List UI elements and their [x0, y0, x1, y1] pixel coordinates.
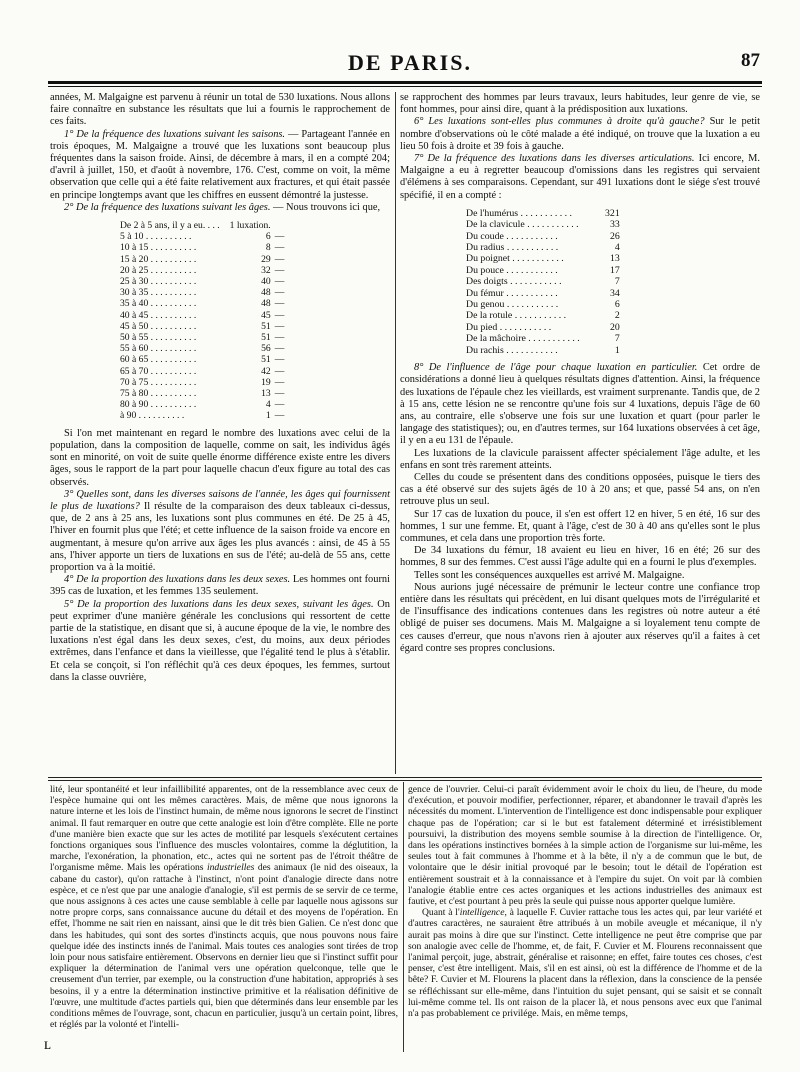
- section-text: Il résulte de la comparaison des deux tableaux ci-dessus, que, de 2 ans à 25 ans, les luxations sont plus communes en été. De 25 à 45, l'hiver en fournit plus que l'été; et cette influence de la saison froide va encore en augmentant, à mesure qu'on arrive aux âges les plus avancés : ainsi, de 45 à 55 ans, l'hiver apporte un tiers de luxations en sus de l'été; au-delà de 55 ans, cette proportion va à la moitié.: [50, 500, 390, 573]
- joint-label: Du pied . . . . . . . . . . .: [466, 321, 552, 333]
- joint-label: De la clavicule . . . . . . . . . . .: [466, 219, 579, 231]
- section-text: — Partageant l'année en trois époques, M. Malgaigne a trouvé que les luxations sont beaucoup plus fréquentes dans la saison froide. Ainsi, de décembre à mars, il en a compté 204; d'avril à juillet, 150, et d'août à novembre, 176. C'est, comme on voit, la même observation que celle qui a été faite relativement aux fractures, et qui était passée en principe longtemps avant que les chiffres en eussent démontré la justesse.: [50, 128, 390, 201]
- joint-count: 4: [614, 242, 620, 254]
- page-header: [60, 50, 760, 80]
- feuilleton-right: [408, 784, 762, 1019]
- joint-row: [466, 276, 620, 287]
- age-range: 80 à 90 . . . . . . . . . .: [120, 399, 197, 411]
- section-separator: [48, 777, 762, 778]
- age-range: 35 à 40 . . . . . . . . . .: [120, 298, 197, 310]
- ditto-mark: —: [274, 376, 285, 388]
- age-row: [120, 242, 288, 253]
- text-run: lité, leur spontanéité et leur infaillibilité apparentes, ont de la ressemblance avec ceux de l'espèce humaine qui ont les mêmes caractères. Mais, de même que nous ignorons la nature interne et les lois de l'instinct humain, de même nous ignorons le secret de l'instinct animal. Il faut remarquer en outre que cette analogie est loin d'être complète. Elle ne porte d'une manière bien exacte que sur les actes de motilité par lesquels s'exécutent certaines fonctions organiques sous l'influence des muscles volontaires, comme la déglutition, la marche, l'exonération, la phonation, etc., actes qui ne sortent pas de l'étroit théâtre de l'organisme même. Mais les opérations: [50, 784, 398, 874]
- age-row: [120, 254, 288, 265]
- text-run: des animaux (le nid des oiseaux, la cabane du castor), qu'on rattache à l'instinct, n'ont point d'analogie directe dans notre espèce, et ce n'est que par une analogie d'analogie, s'il est permis de se servir de ce terme, que nous assignons à ces actes une cause semblable à celle par laquelle nous agissons sur notre propre corps, sans connaissance aucune du détail et des moyens de l'opération. En effet, l'homme ne sait rien en naissant, ainsi que le dit très bien Galien. Ce n'est donc que dans les habitudes, qui sont des sortes d'instincts acquis, que nous pouvons nous faire quelque idée des instincts innés de l'animal. Mais toutes ces analogies sont tirées de trop loin pour nous satisfaire entièrement. Observons en dernier lieu que si l'instinct suffit pour expliquer la détermination de l'animal vers une opération quelconque, telle que le creusement d'un terrier, par exemple, ou la construction d'une habitation, appropriés à ses besoins, il y a entre la détermination instinctive primitive et la réalisation définitive de l'œuvre, une multitude d'actes partiels qui, bien que déterminés dans leur ensemble par les conditions mêmes de l'ouvrage, sont, chacun en particulier, jusqu'à un certain point, libres, et réglés par la volonté et l'intelli-: [50, 862, 398, 1031]
- ditto-mark: —: [274, 320, 285, 332]
- age-range: à 90 . . . . . . . . . .: [120, 410, 185, 422]
- joint-count: 17: [609, 264, 620, 276]
- age-count: 45: [261, 309, 271, 321]
- age-count: 51: [261, 320, 271, 332]
- joint-row: [466, 208, 620, 219]
- age-row: [120, 265, 288, 276]
- age-row: [120, 332, 288, 343]
- paragraph: Sur 17 cas de luxation du pouce, il s'en est offert 12 en hiver, 5 en été, 16 sur des hommes, 1 sur une femme. Et, quant à l'âge, c'est de 30 à 40 ans qu'elles sont le plus communes, et cela dans une proportion très forte.: [400, 508, 760, 544]
- age-count: 42: [261, 365, 271, 377]
- age-range: 15 à 20 . . . . . . . . . .: [120, 253, 197, 265]
- age-range: 10 à 15 . . . . . . . . . .: [120, 242, 197, 254]
- paragraph: gence de l'ouvrier. Celui-ci paraît évidemment avoir le choix du lieu, de l'heure, du mode d'exécution, et pouvoir modifier, perfectionner, réparer, et abandonner le travail d'après les nécessités du moment. L'intervention de l'intelligence est donc indispensable pour expliquer chaque pas de l'opération; car si le but est fatalement déterminé et irrésistiblement poursuivi, la distribution des moyens semble soumise à la direction de l'intelligence. Or, dans les opérations instinctives bornées à la simple action de l'organisme sur lui-même, les seules tout à fait communes à l'homme et à la bête, il n'y a de commun que le but, de volontaire que le désir initial provoqué par le besoin; tout le détail de l'opération est entièrement soustrait et à la connaissance et à l'empire du sujet. On voit par là combien l'analogie établie entre ces actes organiques et les actions industrielles des animaux est fautive, et c'est pourtant à peu près la seule qui puisse nous apporter quelque lumière.: [408, 784, 762, 908]
- section-heading: 3° Quelles sont, dans les diverses saisons de l'année, les âges qui fournissent le plus de luxations?: [50, 488, 390, 512]
- ditto-mark: —: [274, 242, 285, 254]
- joint-row: [466, 231, 620, 242]
- header-rule: [48, 81, 762, 84]
- joint-label: Du coude . . . . . . . . . . .: [466, 230, 558, 242]
- age-range: 65 à 70 . . . . . . . . . .: [120, 365, 197, 377]
- age-range: 5 à 10 . . . . . . . . . .: [120, 231, 192, 243]
- paragraph: Si l'on met maintenant en regard le nombre des luxations avec celui de la population, dans la composition de laquelle, comme on sait, les individus âgés sont en minorité, on voit de suite quelle énorme différence existe entre les divers âges, sous le rapport de la part pour laquelle chacun d'eux figure au total des cas observés.: [50, 427, 390, 488]
- age-row: [120, 287, 288, 298]
- age-row: [120, 231, 288, 242]
- joint-count: 13: [609, 253, 620, 265]
- age-range: 30 à 35 . . . . . . . . . .: [120, 287, 197, 299]
- age-count: 56: [261, 343, 271, 355]
- ditto-mark: —: [274, 399, 285, 411]
- age-range: 20 à 25 . . . . . . . . . .: [120, 264, 197, 276]
- section-separator-2: [48, 780, 762, 781]
- joint-count: 20: [609, 321, 620, 333]
- paragraph: De 34 luxations du fémur, 18 avaient eu lieu en hiver, 16 en été; 26 sur des hommes, 8 sur des femmes. C'est aussi l'âge adulte qui en a fourni le plus d'exemples.: [400, 545, 760, 569]
- section-text: — Nous trouvons ici que,: [270, 201, 381, 213]
- ditto-mark: —: [274, 253, 285, 265]
- age-row: [120, 366, 288, 377]
- joint-count: 26: [609, 230, 620, 242]
- age-row: [120, 220, 288, 231]
- age-count: 40: [261, 276, 271, 288]
- section-text: On peut exprimer d'une manière générale les conclusions qui ressortent de cette partie de la statistique, en disant que si, à aucune époque de la vie, le nombre des luxations n'est égal dans les deux sexes, c'est, du moins, aux deux périodes extrêmes, dans l'enfance et dans la vieillesse, que l'égalité tend le plus à s'établir. Et cela se conçoit, si l'on réfléchit qu'à ces deux époques, les femmes, surtout dans la classe ouvrière,: [50, 598, 391, 683]
- age-row: [120, 321, 288, 332]
- age-range: De 2 à 5 ans, il y a eu. . . .: [120, 220, 220, 232]
- section-heading: 6° Les luxations sont-elles plus communes à droite qu'à gauche?: [414, 116, 705, 128]
- italic-run: industrielles: [206, 862, 255, 874]
- joint-row: [466, 253, 620, 264]
- joint-count: 7: [614, 276, 620, 288]
- joint-count: 33: [609, 219, 620, 231]
- section-heading: 7° De la fréquence des luxations dans les diverses articulations.: [414, 153, 695, 165]
- joint-row: [466, 219, 620, 230]
- joint-label: Du pouce . . . . . . . . . . .: [466, 264, 558, 276]
- age-count: 48: [261, 287, 271, 299]
- section-seasons: [50, 129, 390, 202]
- joint-label: De l'humérus . . . . . . . . . . .: [466, 207, 572, 219]
- age-range: 45 à 50 . . . . . . . . . .: [120, 320, 197, 332]
- ditto-mark: —: [274, 410, 285, 422]
- right-column: [400, 92, 760, 655]
- ditto-mark: —: [274, 231, 285, 243]
- margin-mark: ʟ: [44, 1036, 51, 1053]
- paragraph: [50, 784, 398, 1030]
- joint-count: 7: [614, 333, 620, 345]
- section-side: [400, 116, 760, 153]
- ditto-mark: —: [274, 332, 285, 344]
- age-count: 1: [265, 410, 271, 422]
- ditto-mark: —: [274, 276, 285, 288]
- section-joints: [400, 153, 760, 202]
- journal-title: DE PARIS.: [348, 50, 472, 75]
- ditto-mark: —: [274, 365, 285, 377]
- age-count: 48: [261, 298, 271, 310]
- age-count: 8: [265, 242, 271, 254]
- ditto-mark: [275, 220, 289, 231]
- section-sexes: [50, 574, 390, 598]
- ditto-mark: —: [274, 287, 285, 299]
- section-heading: 1° De la fréquence des luxations suivant les saisons.: [64, 128, 286, 140]
- section-text: Les hommes ont fourni 395 cas de luxation, et les femmes 135 seulement.: [50, 574, 390, 598]
- age-count: 51: [261, 332, 271, 344]
- joint-row: [466, 299, 620, 310]
- paragraph: Les luxations de la clavicule paraissent affecter spécialement l'âge adulte, et les enfans en sont très rarement atteints.: [400, 447, 760, 471]
- text-run: Quant à l': [422, 907, 460, 919]
- ditto-mark: —: [274, 309, 285, 321]
- section-heading: 8° De l'influence de l'âge pour chaque luxation en particulier.: [414, 362, 698, 374]
- section-sexes-ages: [50, 599, 390, 684]
- text-run: , à laquelle F. Cuvier rattache tous les actes qui, par leur variété et d'autres caractères, ne sauraient être attribués à un mobile aveugle et mécanique, il n'y aurait pas moins à dire que sur l'instinct. Cette intelligence ne peut être comprise que par son analogie avec celle de l'homme, et, de fait, F. Cuvier et M. Flourens reconnaissent que l'animal perçoit, juge, abstrait, généralise et raisonne; en effet, faire toutes ces choses, c'est penser, c'est être intelligent. Mais, s'il en est ainsi, où est la différence de l'homme et de la bête? F. Cuvier et M. Flourens la placent dans la réflexion, dans la conscience de la pensée se réfléchissant sur elle-même, dans l'intuition du sujet pensant, qui se saisit et se connaît lui-même comme tel. Ils ont raison de la placer là, et nous pensons avec eux que l'animal n'a pas probablement ce privilége. Mais, en même temps,: [408, 907, 762, 1020]
- paragraph: [408, 907, 762, 1019]
- ditto-mark: —: [274, 298, 285, 310]
- joint-label: Du poignet . . . . . . . . . . .: [466, 253, 564, 265]
- age-count: 19: [261, 376, 271, 388]
- ditto-mark: —: [274, 388, 285, 400]
- joint-count: 6: [614, 299, 620, 311]
- joint-label: Du rachis . . . . . . . . . . .: [466, 344, 558, 356]
- age-row: [120, 343, 288, 354]
- paragraph: se rapprochent des hommes par leurs travaux, leurs habitudes, leur genre de vie, se font hommes, pour ainsi dire, quant à la prédisposition aux luxations.: [400, 92, 760, 116]
- joint-row: [466, 288, 620, 299]
- joint-label: Du fémur . . . . . . . . . . .: [466, 287, 558, 299]
- age-range: 50 à 55 . . . . . . . . . .: [120, 332, 197, 344]
- joint-count: 34: [609, 287, 620, 299]
- ditto-mark: —: [274, 343, 285, 355]
- age-range: 55 à 60 . . . . . . . . . .: [120, 343, 197, 355]
- joint-row: [466, 333, 620, 344]
- left-column: [50, 92, 390, 684]
- ditto-mark: —: [274, 264, 285, 276]
- age-row: [120, 310, 288, 321]
- column-divider: [395, 92, 396, 774]
- italic-run: intelligence: [459, 907, 505, 919]
- age-count: 32: [261, 264, 271, 276]
- section-heading: 2° De la fréquence des luxations suivant les âges.: [64, 201, 271, 213]
- section-text: Sur le petit nombre d'observations où le côté malade a été indiqué, on trouve que la luxation a eu lieu 50 fois à droite et 39 fois à gauche.: [400, 116, 760, 152]
- age-count: 6: [265, 231, 271, 243]
- age-count: 29: [261, 253, 271, 265]
- bottom-column-divider: [403, 782, 404, 1052]
- age-row: [120, 298, 288, 309]
- section-heading: 4° De la proportion des luxations dans les deux sexes.: [64, 574, 291, 586]
- joint-count: 321: [605, 207, 620, 219]
- header-rule-thin: [48, 86, 762, 87]
- age-count: 13: [261, 388, 271, 400]
- age-row: [120, 399, 288, 410]
- age-range: 70 à 75 . . . . . . . . . .: [120, 376, 197, 388]
- joint-label: Du radius . . . . . . . . . . .: [466, 242, 559, 254]
- joint-count: 2: [614, 310, 620, 322]
- ditto-mark: —: [274, 354, 285, 366]
- paragraph: Celles du coude se présentent dans des conditions opposées, puisque le tiers des cas a été observé sur des sujets âgés de 10 à 20 ans; et que, passé 54 ans, on n'en retrouve plus un seul.: [400, 471, 760, 508]
- joint-label: De la rotule . . . . . . . . . . .: [466, 310, 567, 322]
- age-range: 75 à 80 . . . . . . . . . .: [120, 388, 197, 400]
- age-range: 25 à 30 . . . . . . . . . .: [120, 276, 197, 288]
- paragraph: Telles sont les conséquences auxquelles est arrivé M. Malgaigne.: [414, 569, 685, 581]
- paragraph: années, M. Malgaigne est parvenu à réunir un total de 530 luxations. Nous allons faire connaître en substance les résultats que lui a fournis le rapprochement de ces faits.: [50, 92, 390, 128]
- age-row: [120, 388, 288, 399]
- joint-table: [466, 208, 620, 356]
- age-row: [120, 354, 288, 365]
- joint-label: Des doigts . . . . . . . . . . .: [466, 276, 562, 288]
- age-count: 51: [261, 354, 271, 366]
- age-range: 40 à 45 . . . . . . . . . .: [120, 309, 197, 321]
- joint-row: [466, 242, 620, 253]
- section-text: Ici encore, M. Malgaigne a eu à regretter beaucoup d'omissions dans les registres qui servaient d'élémens à ses comparaisons. Cependant, sur 491 luxations dont le siége s'est trouvé spécifié, il en a compté :: [400, 153, 760, 201]
- joint-label: De la mâchoire . . . . . . . . . . .: [466, 333, 580, 345]
- age-row: [120, 276, 288, 287]
- age-count: 1 luxation.: [229, 220, 271, 232]
- age-row: [120, 377, 288, 388]
- joint-row: [466, 310, 620, 321]
- joint-row: [466, 345, 620, 356]
- age-range: 60 à 65 . . . . . . . . . .: [120, 354, 197, 366]
- page-number: 87: [741, 50, 760, 71]
- age-row: [120, 410, 288, 421]
- section-seasons-ages: [50, 489, 390, 574]
- section-ages: [50, 202, 390, 214]
- section-heading: 5° De la proportion des luxations dans les deux sexes, suivant les âges.: [64, 598, 374, 610]
- paragraph: Nous aurions jugé nécessaire de prémunir le lecteur contre une confiance trop entière dans les résultats qui précèdent, en lui disant quelques mots de l'irrégularité et de l'insuffisance des indications contenues dans les registres où notre auteur a été obligé de puiser ses documens. Mais M. Malgaigne a si loyalement tenu compte de ces causes d'erreur, que nous n'avons rien à ajouter aux réserves qu'il a faites à cet égard contre ses propres conclusions.: [400, 581, 760, 654]
- section-text: Cet ordre de considérations a donné lieu à quelques résultats dignes d'attention. Ainsi, la fréquence des luxations de l'épaule chez les vieillards, est vraiment surprenante. Tandis que, de 2 à 15 ans, cette lésion ne se rencontre qu'une fois sur 4 luxations, depuis l'âge de 60 ans, au contraire, elle s'observe une fois sur une luxation et quart (pour parler le langage des statistiques); ou, en d'autres termes, sur 164 luxations observées à cet âge, il y en a eu 131 de l'épaule.: [400, 362, 761, 447]
- joint-count: 1: [614, 344, 620, 356]
- feuilleton-left: [50, 784, 398, 1030]
- age-table: [120, 220, 288, 422]
- section-age-influence: [400, 362, 760, 447]
- joint-label: Du genou . . . . . . . . . . .: [466, 299, 559, 311]
- joint-row: [466, 265, 620, 276]
- age-count: 4: [265, 399, 271, 411]
- joint-row: [466, 322, 620, 333]
